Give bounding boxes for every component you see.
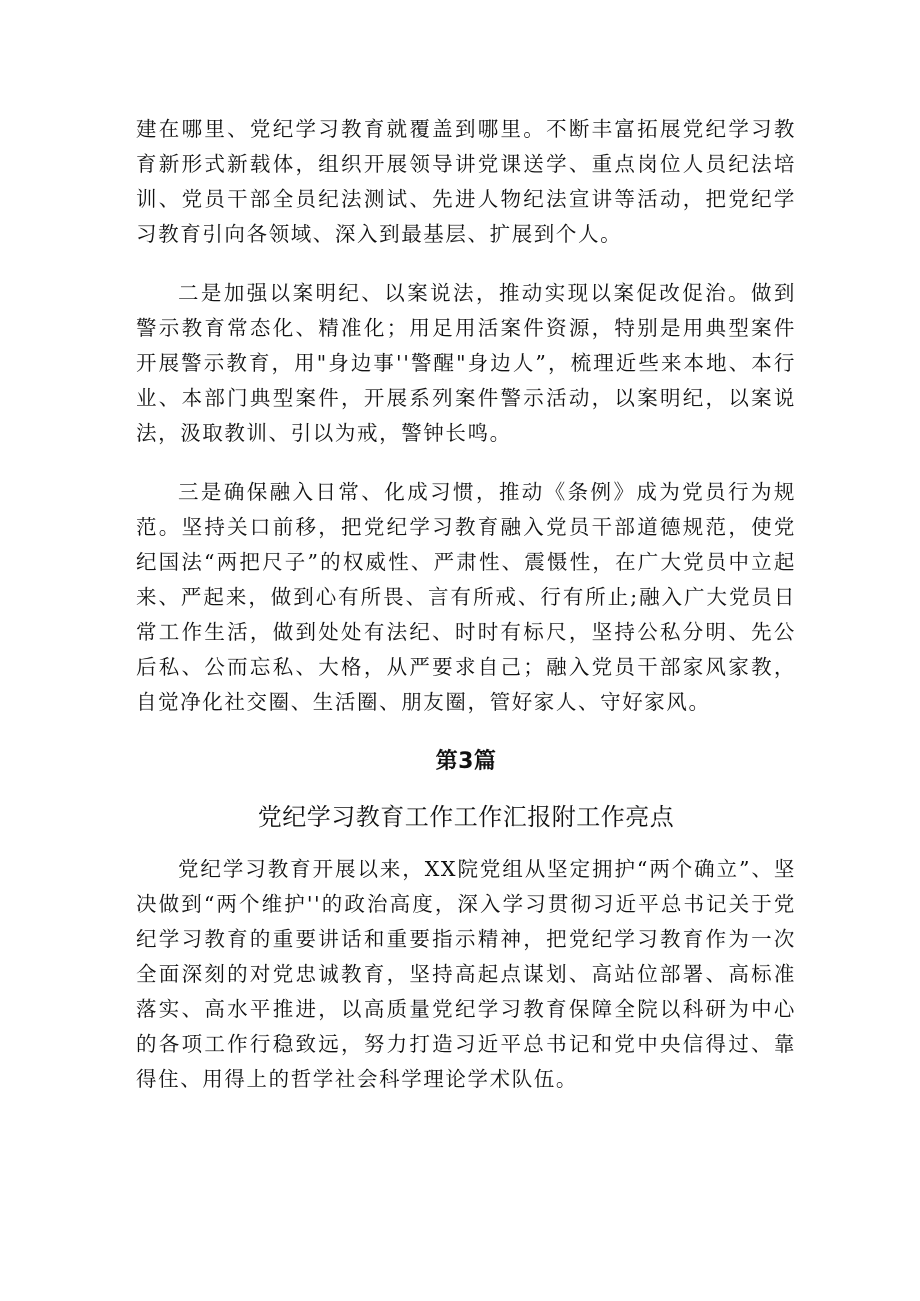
section-number-heading: 第3篇 — [435, 749, 497, 774]
section-title-heading: 党纪学习教育工作工作汇报附工作亮点 — [257, 803, 675, 831]
paragraph-point-three: 三是确保融入日常、化成习惯，推动《条例》成为党员行为规范。坚持关口前移，把党纪学习教育融入党员干部道德规范，使党纪国法“两把尺子”的权威性、严肃性、震慑性，在广大党员中立起来、严起来，做到心有所畏、言有所戒、行有所止;融入广大党员日常工作生活，做到处处有法纪、时时有标尺，坚持公私分明、先公后私、公而忘私、大格，从严要求自己；融入党员干部家风家教，自觉净化社交圈、生活圈、朋友圈，管好家人、守好家风。 — [136, 480, 796, 714]
paragraph-continued: 建在哪里、党纪学习教育就覆盖到哪里。不断丰富拓展党纪学习教育新形式新载体，组织开展领导讲党课送学、重点岗位人员纪法培训、党员干部全员纪法测试、先进人物纪法宣讲等活动，把党纪学习教育引向各领域、深入到最基层、扩展到个人。 — [136, 117, 796, 246]
paragraph-intro: 党纪学习教育开展以来，XX院党组从坚定拥护“两个确立”、坚决做到“两个维护''的政治高度，深入学习贯彻习近平总书记关于党纪学习教育的重要讲话和重要指示精神，把党纪学习教育作为一次全面深刻的对党忠诚教育，坚持高起点谋划、高站位部署、高标准落实、高水平推进，以高质量党纪学习教育保障全院以科研为中心的各项工作行稳致远，努力打造习近平总书记和党中央信得过、靠得住、用得上的哲学社会科学理论学术队伍。 — [136, 857, 796, 1091]
document-page — [136, 112, 796, 1121]
paragraph-point-two: 二是加强以案明纪、以案说法，推动实现以案促改促治。做到警示教育常态化、精准化；用足用活案件资源，特别是用典型案件开展警示教育，用"身边事''警醒"身边人”，梳理近些来本地、本行业、本部门典型案件，开展系列案件警示活动，以案明纪，以案说法，汲取教训、引以为戒，警钟长鸣。 — [136, 281, 796, 445]
